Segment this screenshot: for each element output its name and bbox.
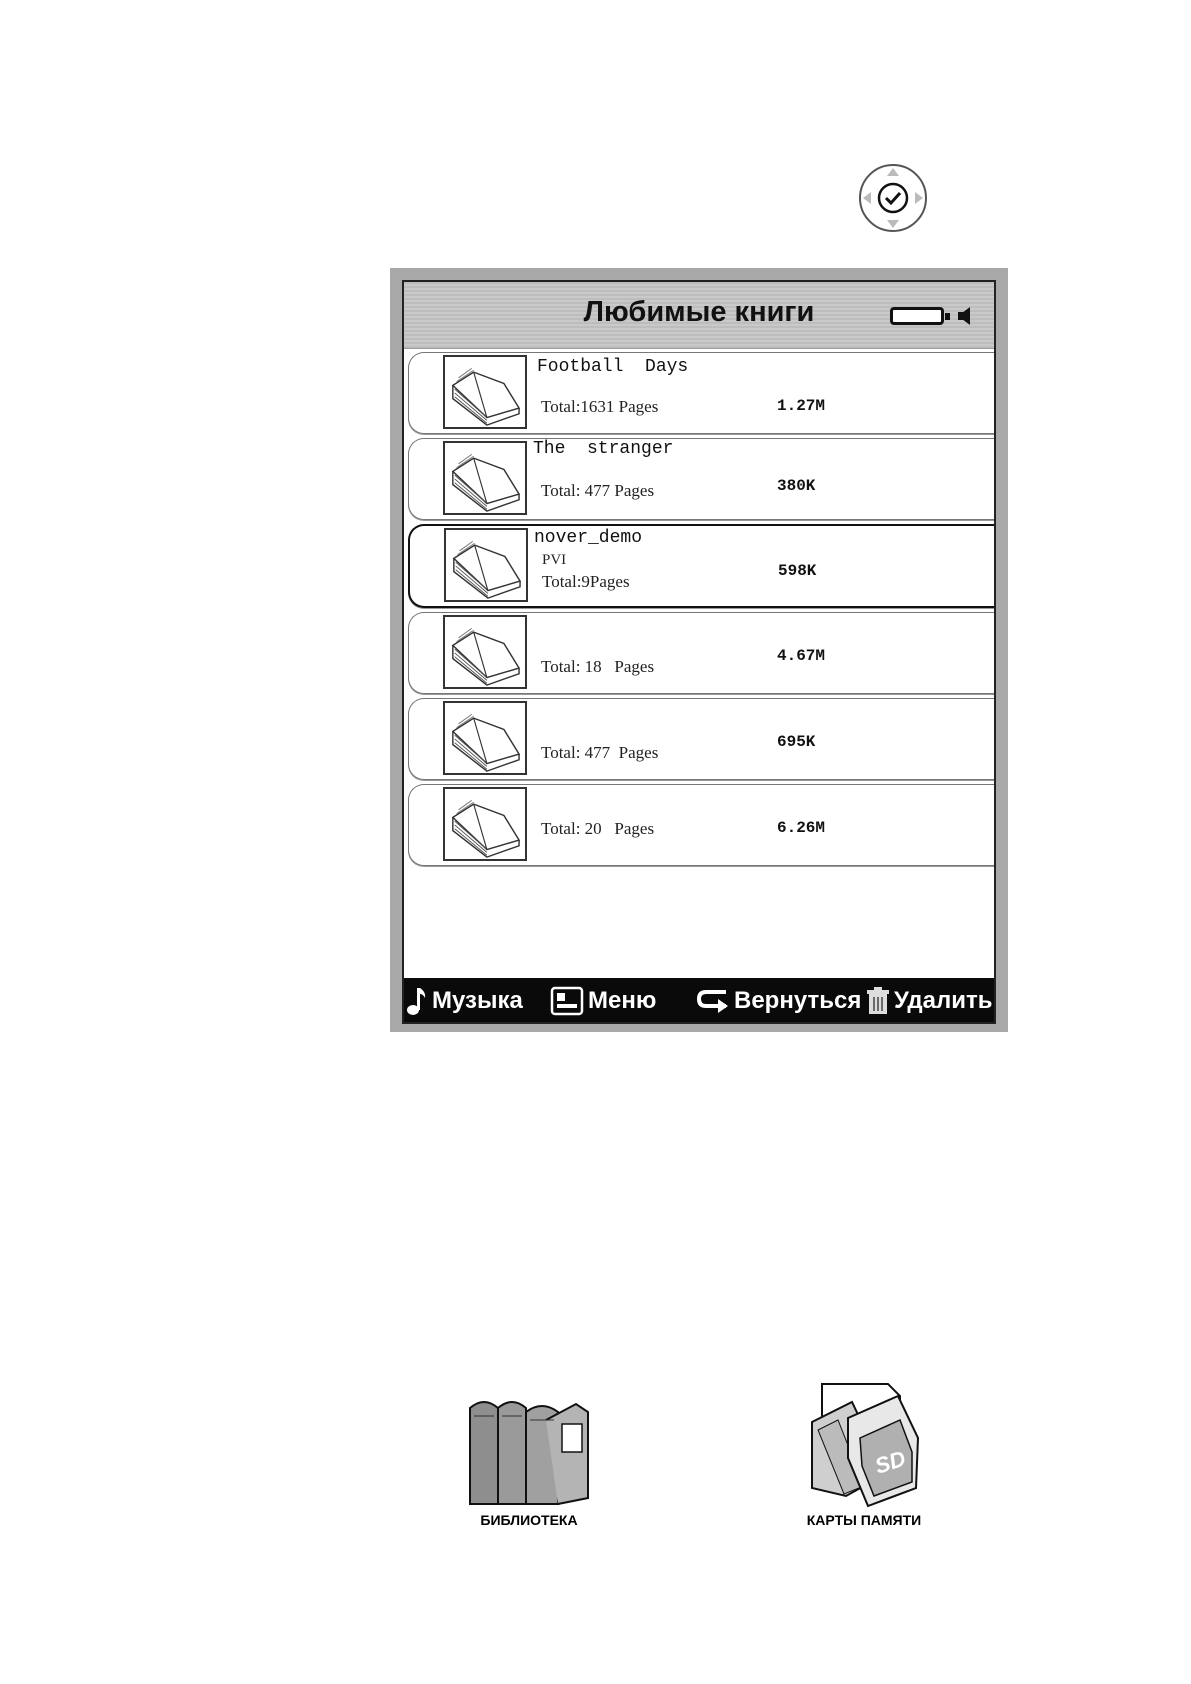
book-row-6[interactable] bbox=[408, 784, 994, 866]
menu-icon bbox=[550, 986, 584, 1016]
book-icon bbox=[443, 701, 527, 775]
library-books-icon bbox=[468, 1390, 590, 1506]
book-icon bbox=[443, 787, 527, 861]
book-total-pages: Total: 477 Pages bbox=[541, 743, 659, 762]
book-total-pages: Total:1631 Pages bbox=[541, 397, 659, 416]
memory-cards-icon bbox=[808, 1378, 920, 1508]
book-subtitle: PVI bbox=[542, 552, 567, 568]
book-title: The stranger bbox=[533, 439, 674, 459]
book-row-the-stranger[interactable] bbox=[408, 438, 994, 520]
delete-button[interactable] bbox=[866, 986, 993, 1016]
book-list bbox=[408, 352, 994, 870]
speaker-icon bbox=[958, 307, 970, 325]
screen-content bbox=[402, 280, 996, 1024]
screen-title: Любимые книги bbox=[583, 296, 815, 328]
book-icon bbox=[443, 441, 527, 515]
back-button[interactable] bbox=[696, 986, 861, 1016]
battery-icon bbox=[890, 307, 944, 325]
return-arrow-icon bbox=[696, 988, 730, 1014]
book-size: 6.26M bbox=[777, 819, 826, 837]
book-icon bbox=[444, 528, 528, 602]
memory-cards-label: КАРТЫ ПАМЯТИ bbox=[806, 1512, 922, 1528]
book-size: 695K bbox=[777, 733, 816, 751]
music-note-icon bbox=[406, 986, 428, 1016]
delete-label: Удалить bbox=[894, 987, 993, 1014]
book-row-5[interactable] bbox=[408, 698, 994, 780]
trash-icon bbox=[866, 986, 890, 1016]
screen-footer bbox=[402, 978, 996, 1024]
book-title: nover_demo bbox=[534, 528, 643, 548]
back-label: Вернуться bbox=[734, 987, 862, 1014]
book-row-football-days[interactable] bbox=[408, 352, 994, 434]
music-button[interactable] bbox=[406, 986, 523, 1016]
book-icon bbox=[443, 355, 527, 429]
book-size: 598K bbox=[778, 562, 817, 580]
music-label: Музыка bbox=[432, 987, 523, 1014]
book-title: Football Days bbox=[537, 357, 689, 377]
book-total-pages: Total: 20 Pages bbox=[541, 819, 655, 838]
book-size: 4.67M bbox=[777, 647, 826, 665]
book-icon bbox=[443, 615, 527, 689]
book-row-nover-demo[interactable] bbox=[408, 524, 994, 608]
menu-button[interactable] bbox=[550, 986, 656, 1016]
navigation-pad-icon bbox=[857, 162, 929, 234]
device-screen bbox=[390, 268, 1008, 1032]
screen-header bbox=[404, 282, 994, 349]
book-total-pages: Total: 477 Pages bbox=[541, 481, 655, 500]
book-row-4[interactable] bbox=[408, 612, 994, 694]
svg-text:SD: SD bbox=[871, 1445, 909, 1479]
menu-label: Меню bbox=[588, 987, 657, 1014]
book-total-pages: Total:9Pages bbox=[542, 572, 630, 591]
book-size: 1.27M bbox=[777, 397, 826, 415]
library-label: БИБЛИОТЕКА bbox=[480, 1512, 578, 1528]
book-size: 380K bbox=[777, 477, 816, 495]
book-total-pages: Total: 18 Pages bbox=[541, 657, 655, 676]
